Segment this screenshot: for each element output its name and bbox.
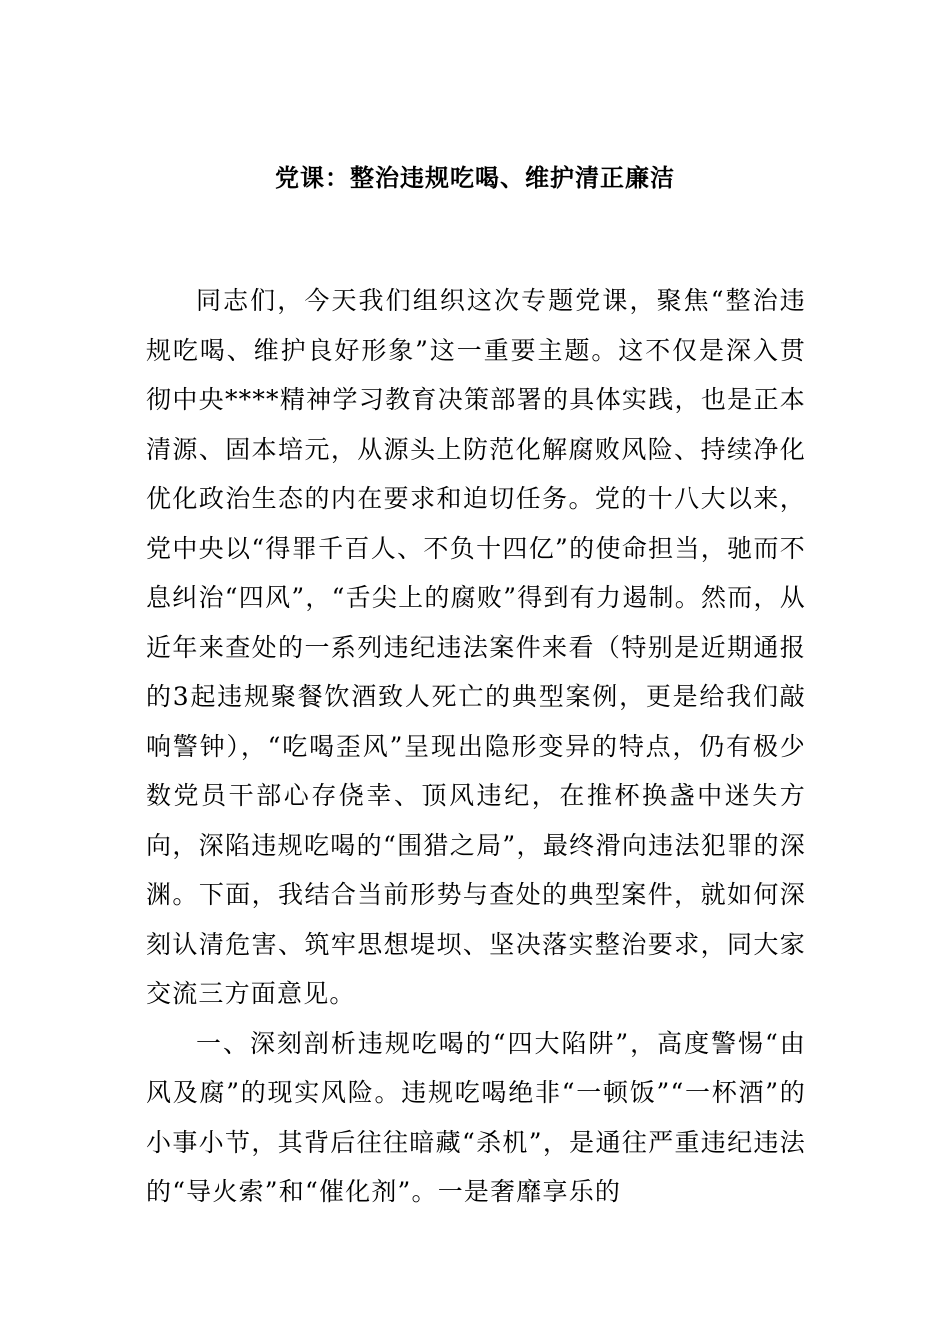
document-body xyxy=(146,276,806,1217)
document-title: 党课：整治违规吃喝、维护清正廉洁 xyxy=(275,163,675,192)
paragraph-section-one: 一、深刻剖析违规吃喝的“四大陷阱”，高度警惕“由风及腐”的现实风险。违规吃喝绝非“一顿饭”“一杯酒”的小事小节，其背后往往暗藏“杀机”，是通往严重违纪违法的“导火索”和“催化剂”。一是奢靡享乐的 xyxy=(146,1028,806,1206)
paragraph-intro: 同志们，今天我们组织这次专题党课，聚焦“整治违规吃喝、维护良好形象”这一重要主题。这不仅是深入贯彻中央****精神学习教育决策部署的具体实践，也是正本清源、固本培元，从源头上防范化解腐败风险、持续净化优化政治生态的内在要求和迫切任务。党的十八大以来，党中央以“得罪千百人、不负十四亿”的使命担当，驰而不息纠治“四风”，“舌尖上的腐败”得到有力遏制。然而，从近年来查处的一系列违纪违法案件来看（特别是近期通报的3起违规聚餐饮酒致人死亡的典型案例，更是给我们敲响警钟），“吃喝歪风”呈现出隐形变异的特点，仍有极少数党员干部心存侥幸、顶风违纪，在推杯换盏中迷失方向，深陷违规吃喝的“围猎之局”，最终滑向违法犯罪的深渊。下面，我结合当前形势与查处的典型案件，就如何深刻认清危害、筑牢思想堤坝、坚决落实整治要求，同大家交流三方面意见。 xyxy=(146,286,806,1008)
